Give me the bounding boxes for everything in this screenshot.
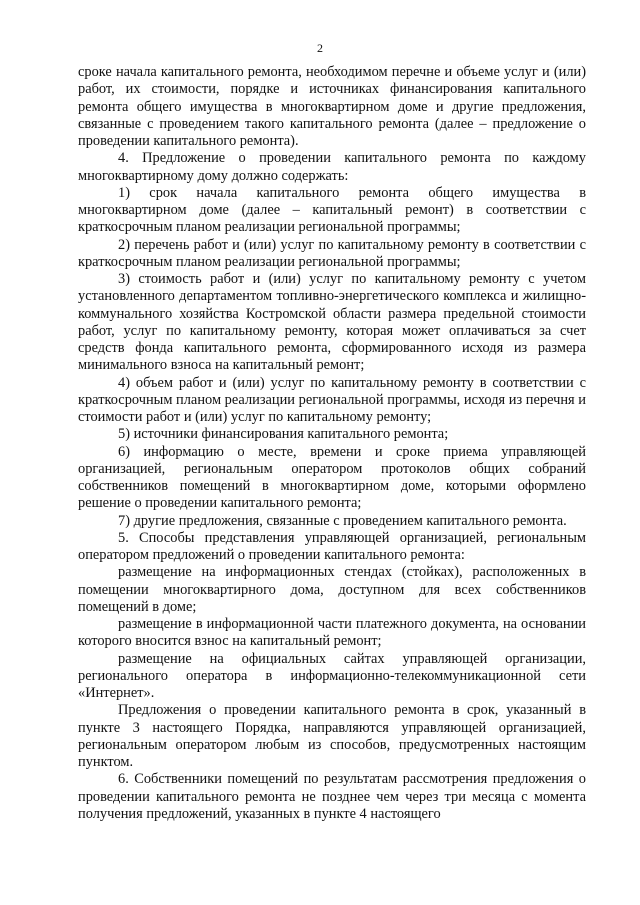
list-item: 1) срок начала капитального ремонта общего имущества в многоквартирном доме (далее – капитальный ремонт) в соответствии с краткосрочным планом реализации региональной программы; xyxy=(78,184,586,236)
list-item: 6) информацию о месте, времени и сроке приема управляющей организацией, региональным оператором протоколов общих собраний собственников помещений в многоквартирном доме, которыми оформлено решение о проведении капитального ремонта; xyxy=(78,443,586,512)
list-item: 3) стоимость работ и (или) услуг по капитальному ремонту с учетом установленного департаментом топливно-энергетического комплекса и жилищно-коммунального хозяйства Костромской области размера предельной стоимости работ, услуг по капитальному ремонту, которая может оплачиваться за счет средств фонда капитального ремонта, сформированного исходя из размера минимального взноса на капитальный ремонт; xyxy=(78,271,586,374)
list-item: 2) перечень работ и (или) услуг по капитальному ремонту в соответствии с краткосрочным планом реализации региональной программы; xyxy=(78,236,586,270)
list-item: 7) другие предложения, связанные с проведением капитального ремонта. xyxy=(118,512,567,529)
paragraph: 5. Способы представления управляющей организацией, региональным оператором предложений о проведении капитального ремонта: xyxy=(78,529,586,563)
list-item: 5) источники финансирования капитального ремонта; xyxy=(118,426,449,443)
paragraph: Предложения о проведении капитального ремонта в срок, указанный в пункте 3 настоящего Порядка, направляются управляющей организацией, региональным оператором любым из способов, предусмотренных настоящим пунктом. xyxy=(78,702,586,770)
document-body xyxy=(78,64,586,823)
page-number: 2 xyxy=(317,41,323,55)
list-item: размещение на информационных стендах (стойках), расположенных в помещении многоквартирного дома, доступном для всех собственников помещений в доме; xyxy=(78,564,586,615)
list-item: размещение на официальных сайтах управляющей организации, регионального оператора в информационно-телекоммуникационной сети «Интернет». xyxy=(78,650,586,701)
paragraph: 4. Предложение о проведении капитального ремонта по каждому многоквартирному дому должно содержать: xyxy=(78,150,586,184)
list-item: размещение в информационной части платежного документа, на основании которого вносится взнос на капитальный ремонт; xyxy=(78,616,586,650)
paragraph: 6. Собственники помещений по результатам рассмотрения предложения о проведении капитального ремонта не позднее чем через три месяца с момента получения предложений, указанных в пункте 4 настоящего xyxy=(78,771,586,822)
paragraph: сроке начала капитального ремонта, необходимом перечне и объеме услуг и (или) работ, их стоимости, порядке и источниках финансирования капитального ремонта общего имущества в многоквартирном доме и другие предложения, связанные с проведением такого капитального ремонта (далее – предложение о проведении капитального ремонта). xyxy=(78,64,586,149)
list-item: 4) объем работ и (или) услуг по капитальному ремонту в соответствии с краткосрочным планом реализации региональной программы, исходя из перечня и стоимости работ и (или) услуг по капитальному ремонту; xyxy=(78,374,586,425)
